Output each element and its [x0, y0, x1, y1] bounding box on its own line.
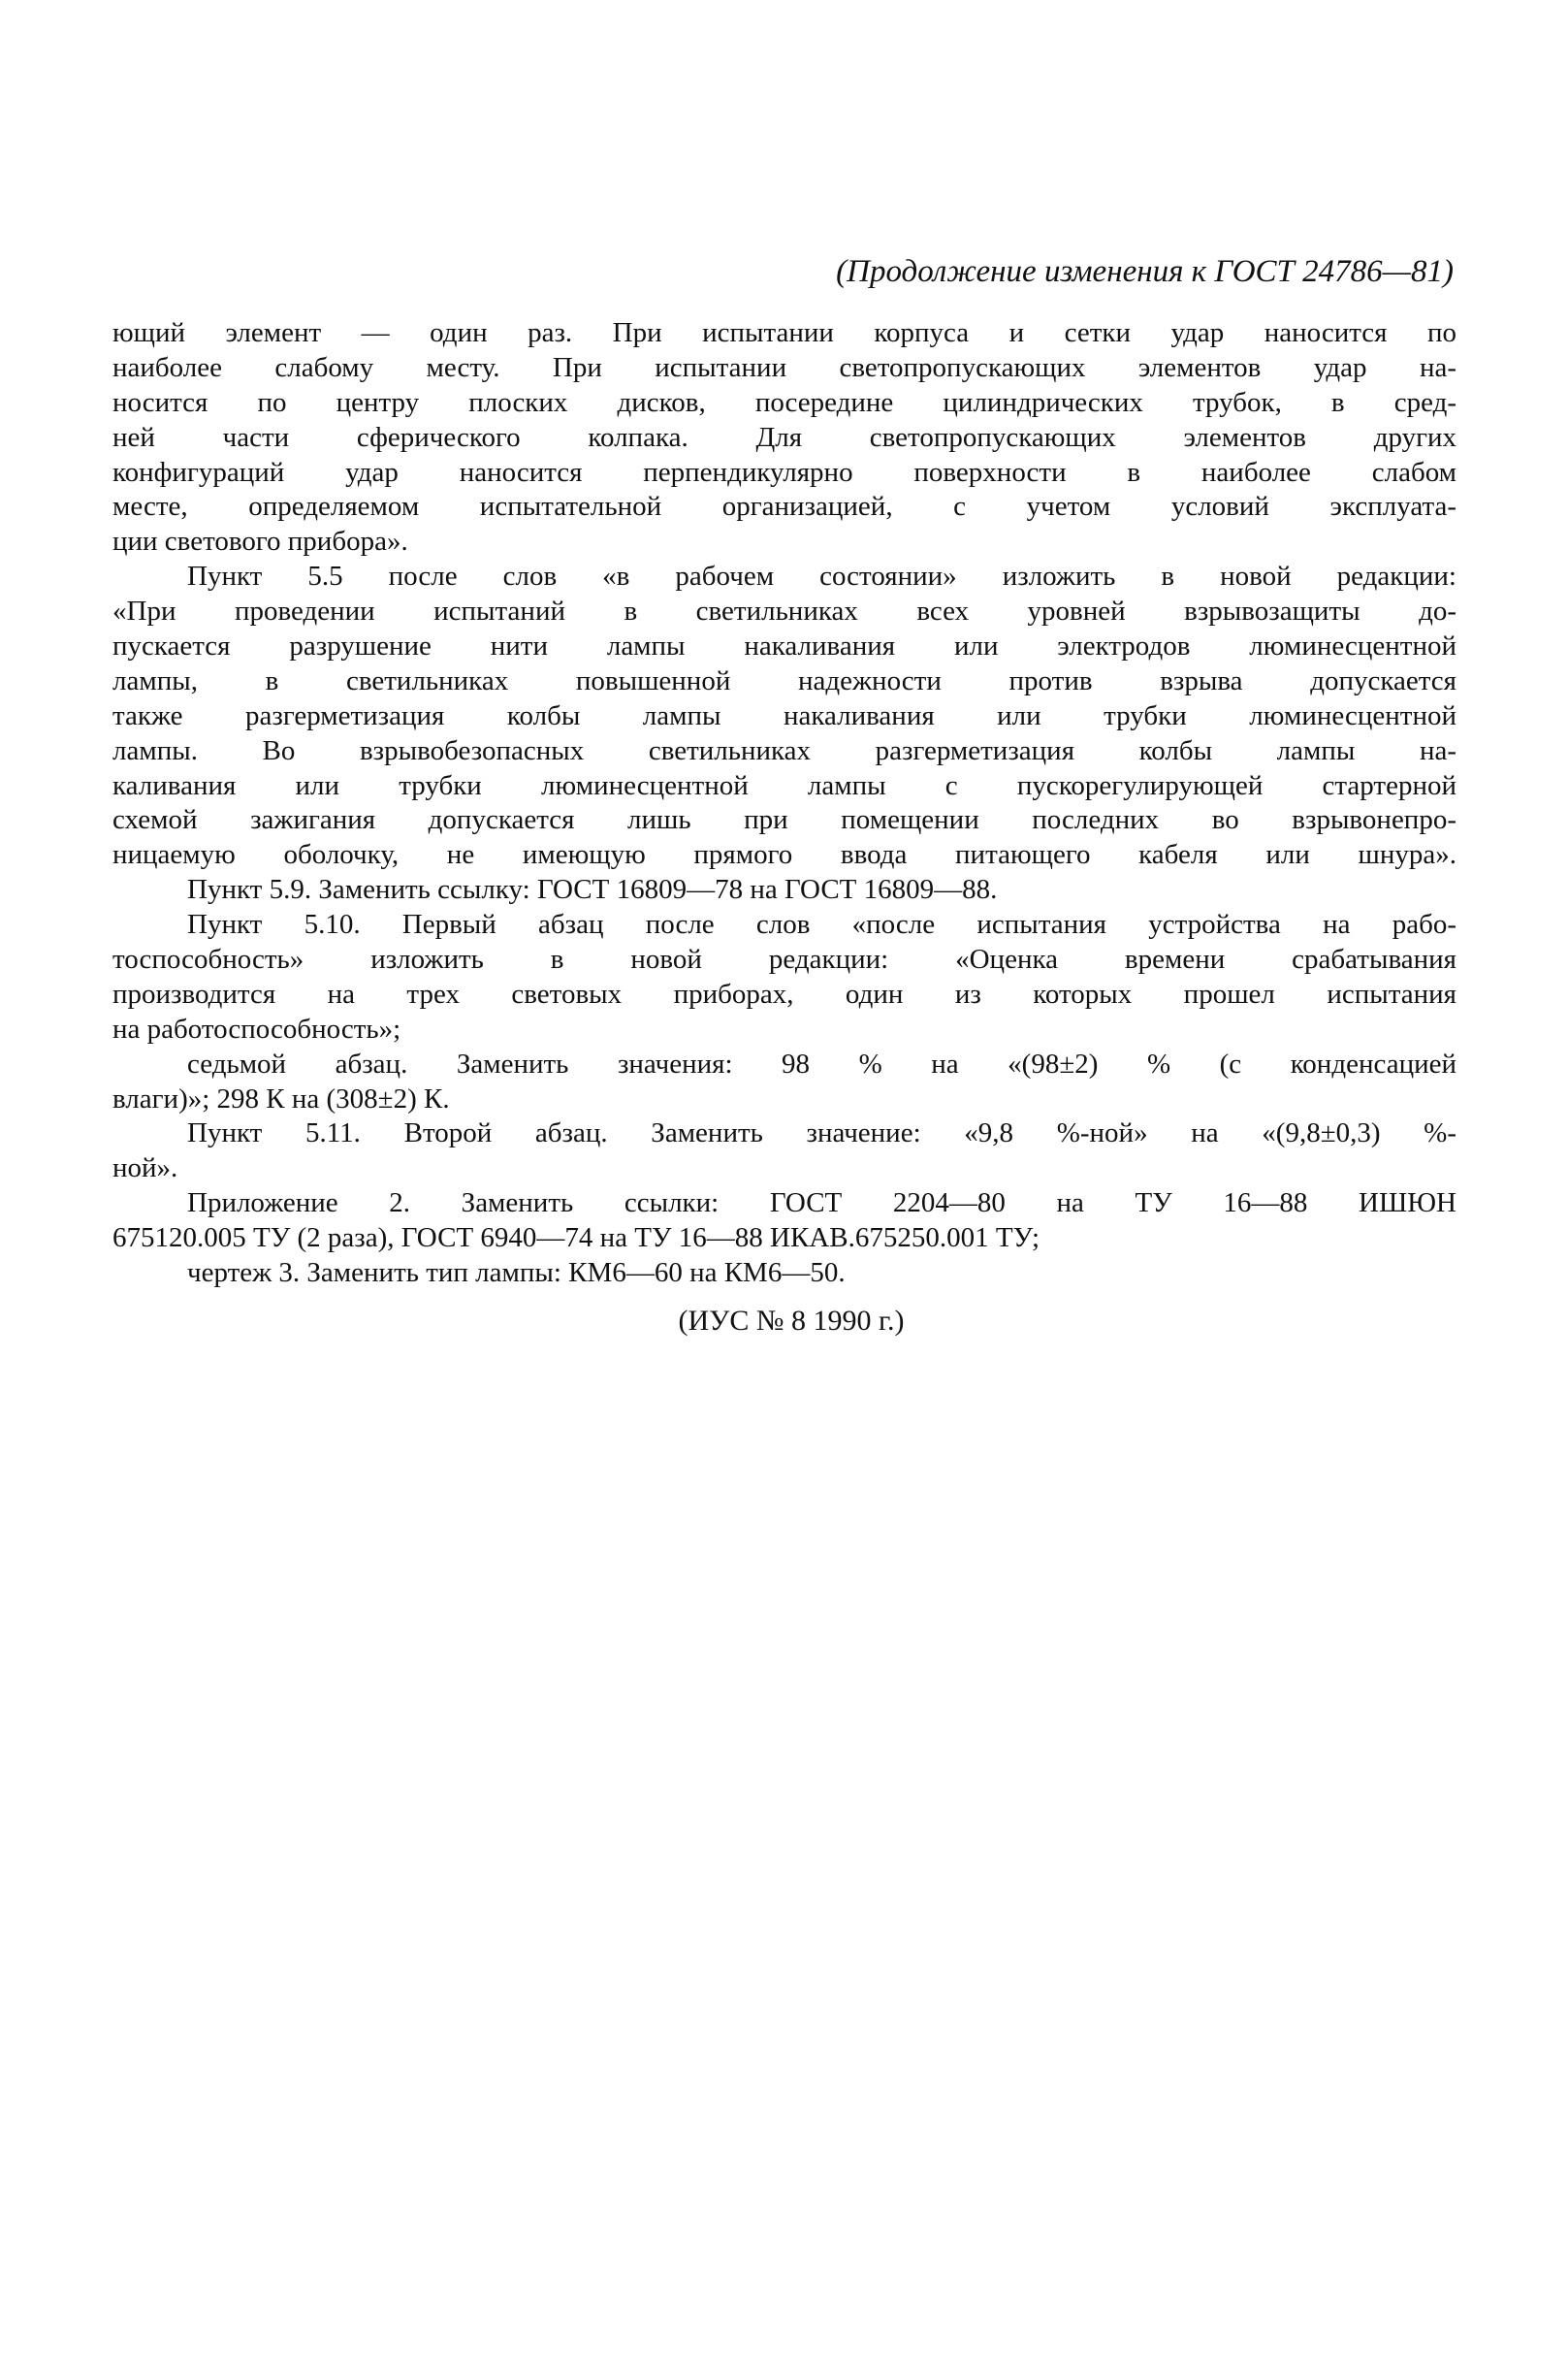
text-line: тоспособность» изложить в новой редакции: «Оценка времени срабатывания	[112, 944, 1456, 976]
text-line: Пункт 5.11. Второй абзац. Заменить значение: «9,8 %-ной» на «(9,8±0,3) %-	[187, 1117, 1456, 1149]
text-line: Пункт 5.9. Заменить ссылку: ГОСТ 16809—78 на ГОСТ 16809—88.	[187, 874, 998, 906]
text-line: лампы. Во взрывобезопасных светильниках разгерметизация колбы лампы на-	[112, 734, 1456, 766]
text-line: носится по центру плоских дисков, посередине цилиндрических трубок, в сред-	[112, 386, 1456, 418]
continuation-header: (Продолжение изменения к ГОСТ 24786—81)	[836, 254, 1454, 289]
document-body	[112, 316, 1456, 1291]
text-line: ней части сферического колпака. Для светопропускающих элементов других	[112, 421, 1456, 453]
text-line: месте, определяемом испытательной организацией, с учетом условий эксплуата-	[112, 491, 1456, 523]
text-line: ницаемую оболочку, не имеющую прямого ввода питающего кабеля или шнура».	[112, 839, 1456, 871]
text-line: Пункт 5.5 после слов «в рабочем состоянии» изложить в новой редакции:	[187, 561, 1456, 593]
text-line: ной».	[112, 1152, 178, 1184]
text-line: чертеж 3. Заменить тип лампы: КМ6—60 на КМ6—50.	[187, 1257, 846, 1289]
text-line: также разгерметизация колбы лампы накаливания или трубки люминесцентной	[112, 699, 1456, 731]
text-line: Пункт 5.10. Первый абзац после слов «после испытания устройства на рабо-	[187, 909, 1456, 941]
text-line: Приложение 2. Заменить ссылки: ГОСТ 2204—80 на ТУ 16—88 ИШЮН	[187, 1187, 1456, 1219]
text-line: каливания или трубки люминесцентной лампы с пускорегулирующей стартерной	[112, 769, 1456, 801]
text-line: схемой зажигания допускается лишь при помещении последних во взрывонепро-	[112, 804, 1456, 836]
text-line: седьмой абзац. Заменить значения: 98 % на «(98±2) % (с конденсацией	[187, 1048, 1456, 1080]
text-line: влаги)»; 298 К на (308±2) К.	[112, 1083, 450, 1115]
text-line: конфигураций удар наносится перпендикулярно поверхности в наиболее слабом	[112, 456, 1456, 488]
text-line: производится на трех световых приборах, один из которых прошел испытания	[112, 978, 1456, 1010]
text-line: «При проведении испытаний в светильниках всех уровней взрывозащиты до-	[112, 596, 1456, 628]
text-line: наиболее слабому месту. При испытании светопропускающих элементов удар на-	[112, 351, 1456, 383]
text-line: 675120.005 ТУ (2 раза), ГОСТ 6940—74 на ТУ 16—88 ИКАВ.675250.001 ТУ;	[112, 1222, 1040, 1254]
text-line: на работоспособность»;	[112, 1013, 401, 1045]
text-line: ющий элемент — один раз. При испытании корпуса и сетки удар наносится по	[112, 317, 1456, 348]
source-reference: (ИУС № 8 1990 г.)	[678, 1305, 905, 1337]
text-line: ции светового прибора».	[112, 526, 408, 558]
text-line: лампы, в светильниках повышенной надежности против взрыва допускается	[112, 664, 1456, 696]
text-line: пускается разрушение нити лампы накаливания или электродов люминесцентной	[112, 630, 1456, 662]
